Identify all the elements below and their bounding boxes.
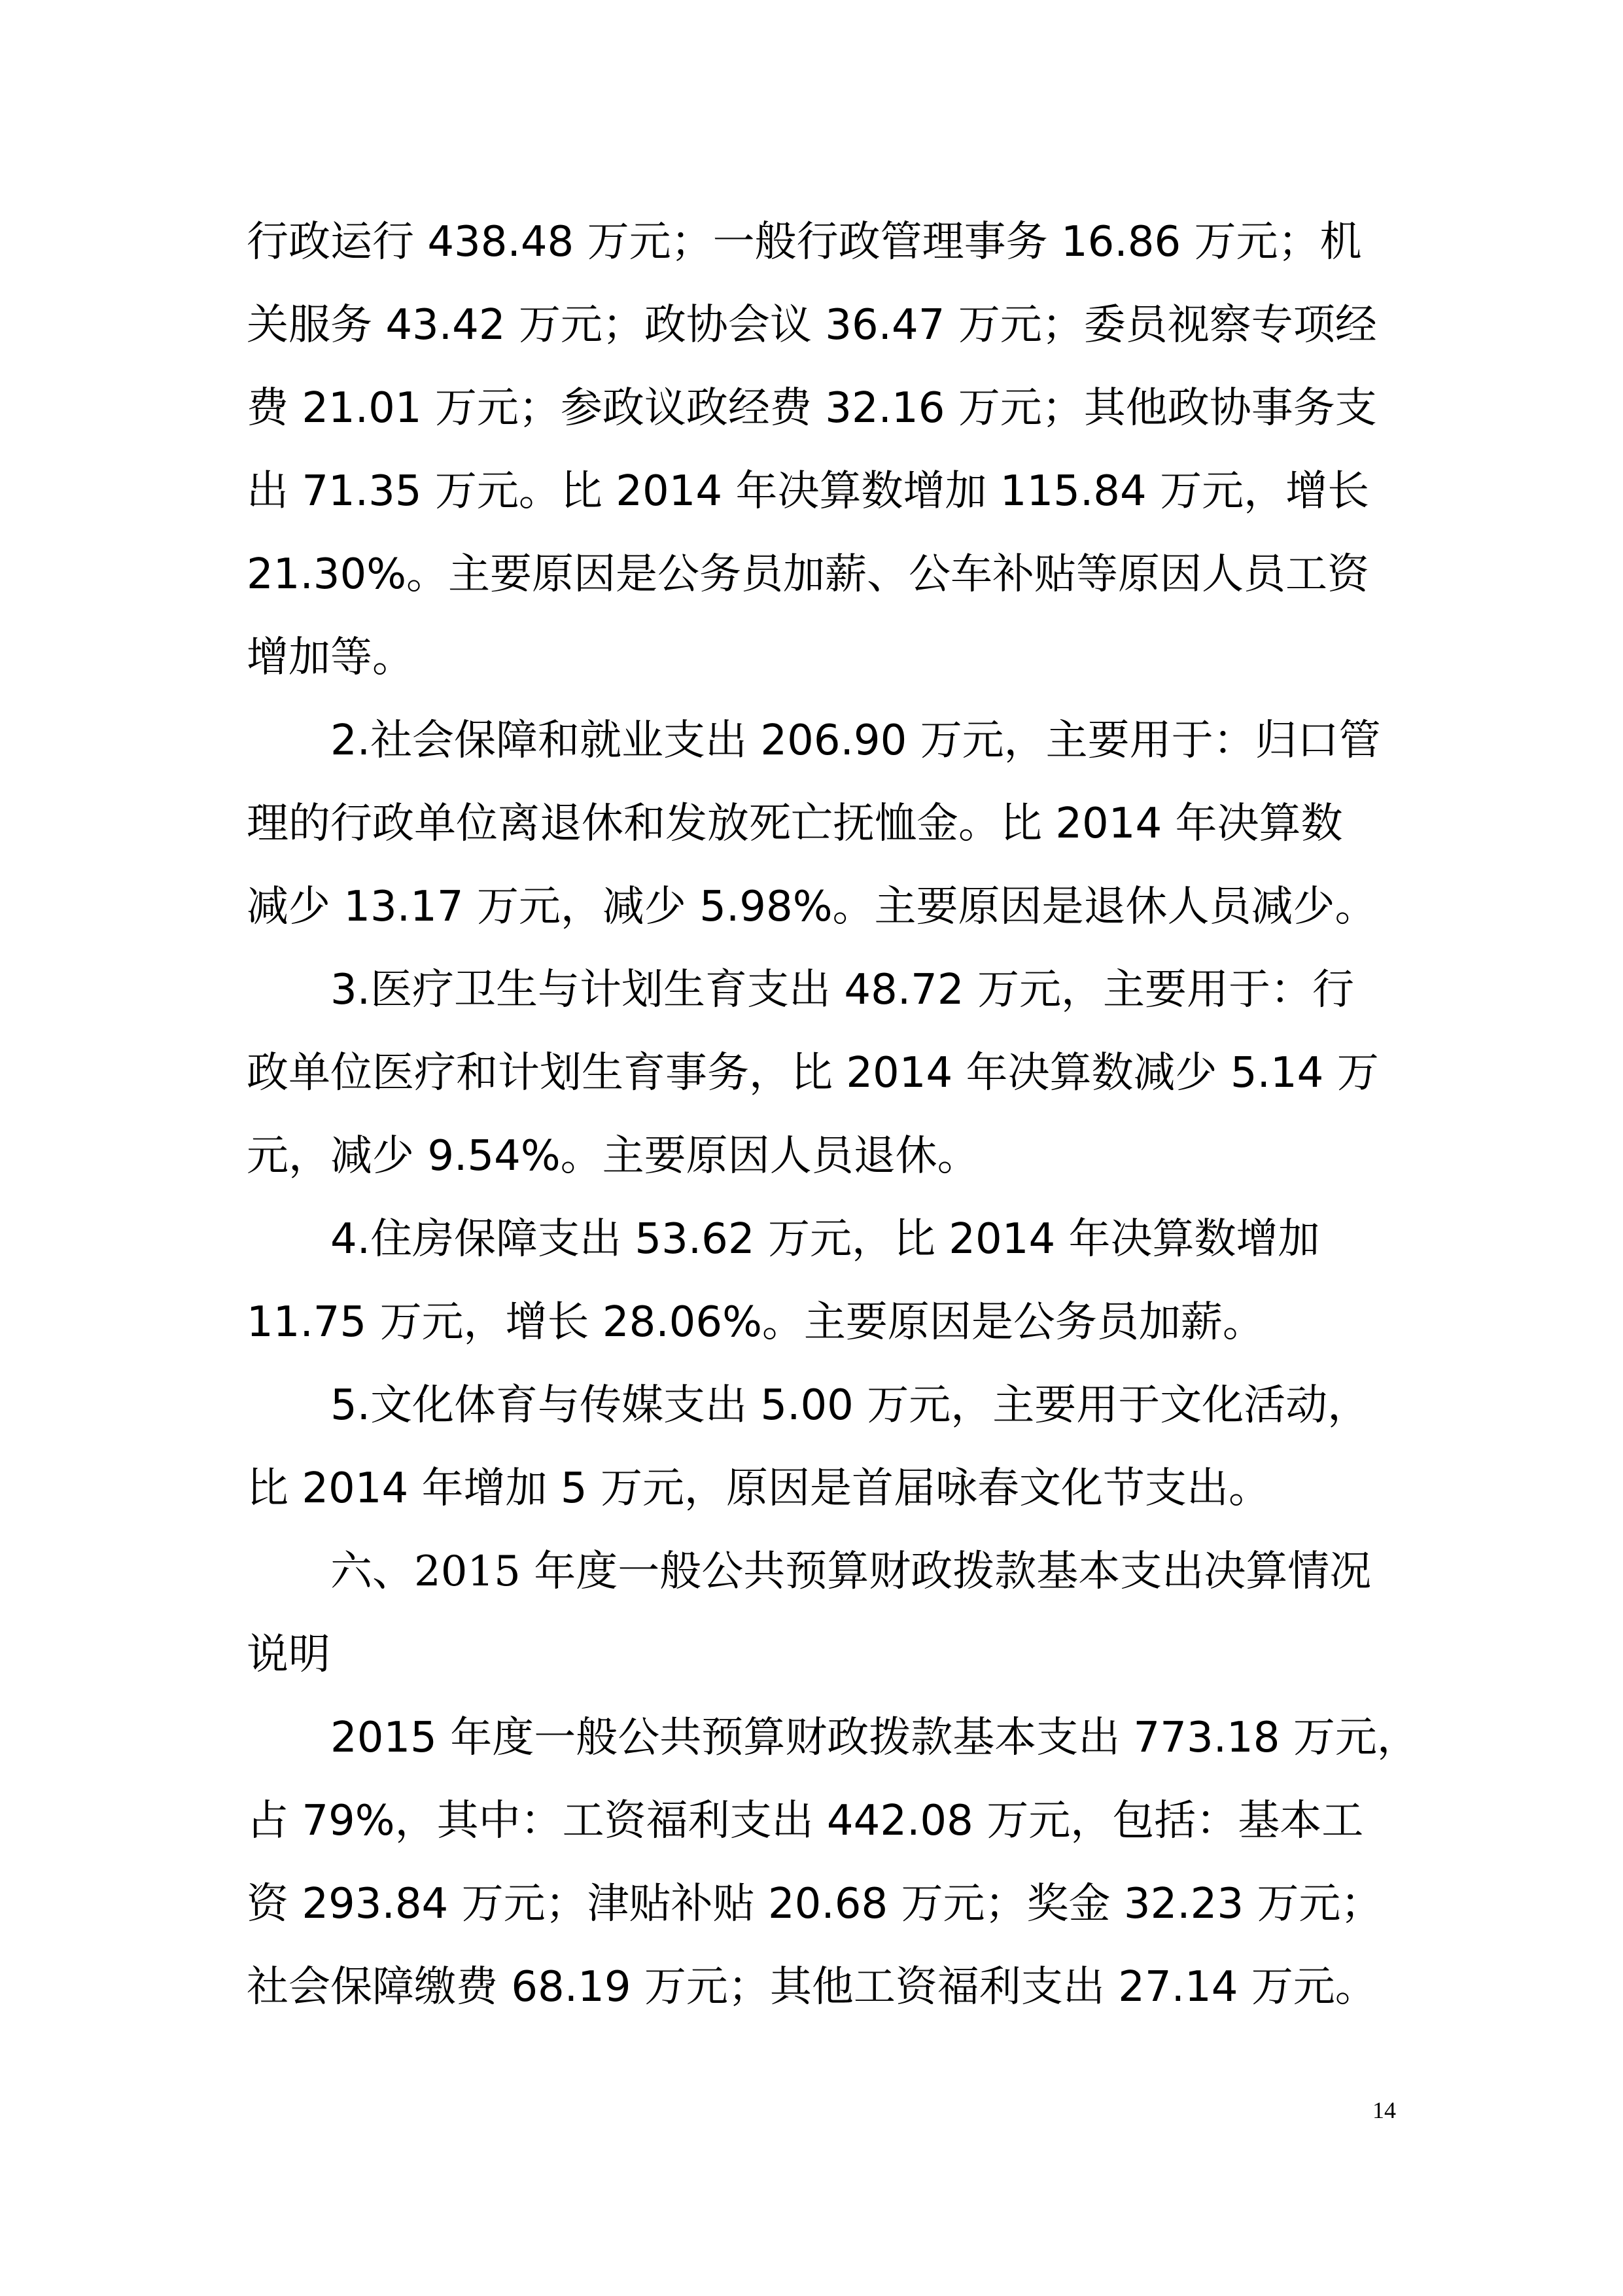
text-line: 11.75 万元，增长 28.06%。主要原因是公务员加薪。 <box>247 1298 1265 1347</box>
paragraph-start-line: 3.医疗卫生与计划生育支出 48.72 万元，主要用于：行 <box>330 966 1354 1014</box>
paragraph-start-line: 5.文化体育与传媒支出 5.00 万元，主要用于文化活动， <box>330 1381 1370 1430</box>
text-line: 费 21.01 万元；参政议政经费 32.16 万元；其他政协事务支 <box>247 384 1377 433</box>
paragraph-start-line: 2.社会保障和就业支出 206.90 万元，主要用于：归口管 <box>330 716 1381 765</box>
text-line: 社会保障缴费 68.19 万元；其他工资福利支出 27.14 万元。 <box>247 1963 1377 2011</box>
section-heading: 六、2015 年度一般公共预算财政拨款基本支出决算情况 <box>330 1547 1372 1596</box>
text-line: 理的行政单位离退休和发放死亡抚恤金。比 2014 年决算数 <box>247 800 1343 848</box>
page-number: 14 <box>1372 2097 1396 2123</box>
text-line: 占 79%，其中：工资福利支出 442.08 万元，包括：基本工 <box>247 1797 1364 1845</box>
paragraph-start-line: 2015 年度一般公共预算财政拨款基本支出 773.18 万元， <box>330 1714 1419 1762</box>
section-heading-continued: 说明 <box>247 1631 330 1679</box>
text-line: 政单位医疗和计划生育事务，比 2014 年决算数减少 5.14 万 <box>247 1049 1379 1097</box>
paragraph-start-line: 4.住房保障支出 53.62 万元，比 2014 年决算数增加 <box>330 1215 1320 1263</box>
text-line: 行政运行 438.48 万元；一般行政管理事务 16.86 万元；机 <box>247 218 1362 266</box>
text-line: 元，减少 9.54%。主要原因人员退休。 <box>247 1132 979 1180</box>
text-line: 比 2014 年增加 5 万元，原因是首届咏春文化节支出。 <box>247 1464 1270 1513</box>
text-line: 21.30%。主要原因是公务员加薪、公车补贴等原因人员工资 <box>247 550 1370 599</box>
text-line: 资 293.84 万元；津贴补贴 20.68 万元；奖金 32.23 万元； <box>247 1880 1383 1928</box>
text-line: 出 71.35 万元。比 2014 年决算数增加 115.84 万元，增长 <box>247 467 1370 516</box>
text-line: 关服务 43.42 万元；政协会议 36.47 万元；委员视察专项经 <box>247 301 1377 349</box>
text-line: 增加等。 <box>247 633 414 682</box>
text-line: 减少 13.17 万元，减少 5.98%。主要原因是退休人员减少。 <box>247 883 1377 931</box>
